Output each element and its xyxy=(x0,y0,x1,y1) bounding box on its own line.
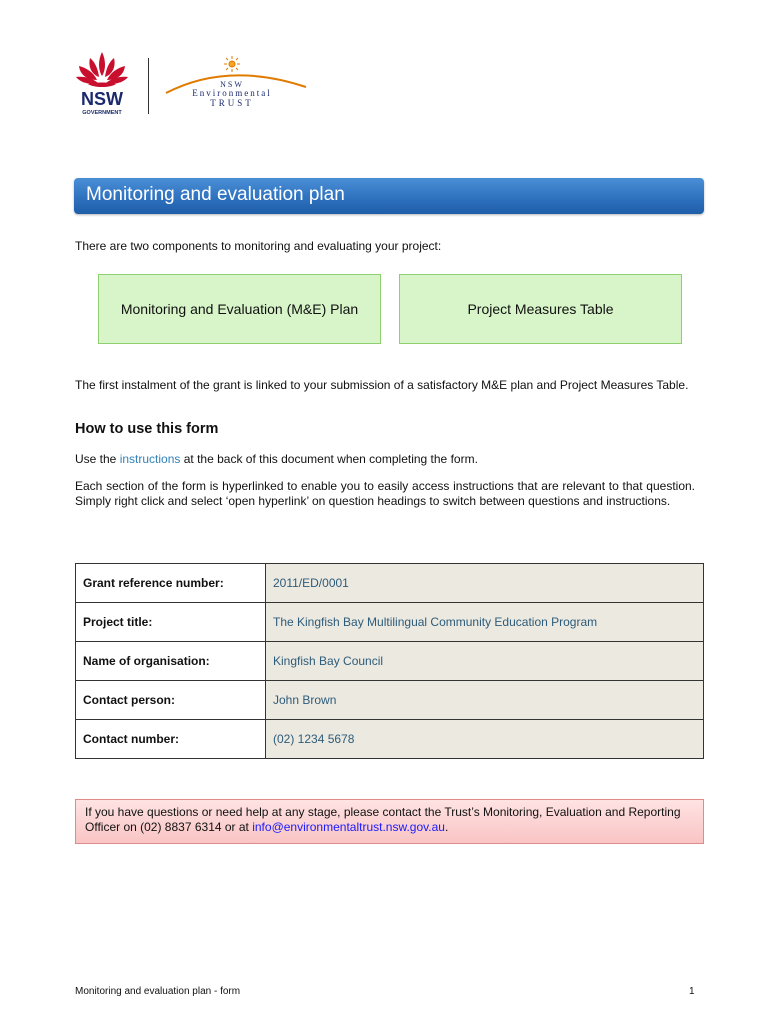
page-title-bar xyxy=(74,178,704,214)
table-row xyxy=(76,564,704,603)
each-section-text: Each section of the form is hyperlinked to enable you to easily access instructions that are relevant to that question. Simply right click and select ‘open hyperlink’ on question headings to switch between questions and instructions. xyxy=(75,479,695,508)
table-row xyxy=(76,603,704,642)
table-row xyxy=(76,681,704,720)
svg-text:Environmental: Environmental xyxy=(192,88,272,98)
use-instructions-text: Use the instructions at the back of this document when completing the form. xyxy=(75,452,478,466)
contact-number-field[interactable]: (02) 1234 5678 xyxy=(266,720,704,759)
project-details-table xyxy=(75,563,704,759)
field-label: Contact person: xyxy=(76,681,266,720)
footer-title: Monitoring and evaluation plan - form xyxy=(75,986,241,997)
field-label: Contact number: xyxy=(76,720,266,759)
svg-text:GOVERNMENT: GOVERNMENT xyxy=(82,110,122,116)
contact-person-field[interactable]: John Brown xyxy=(266,681,704,720)
grant-reference-field[interactable]: 2011/ED/0001 xyxy=(266,564,704,603)
instructions-link[interactable]: instructions xyxy=(119,452,181,466)
page-title: Monitoring and evaluation plan xyxy=(86,184,345,205)
logo-divider xyxy=(148,58,149,114)
environmental-trust-logo xyxy=(158,55,308,113)
nsw-government-logo xyxy=(72,50,132,120)
email-link[interactable]: info@environmentaltrust.nsw.gov.au xyxy=(252,820,445,834)
project-title-field[interactable]: The Kingfish Bay Multilingual Community Education Program xyxy=(266,603,704,642)
organisation-field[interactable]: Kingfish Bay Council xyxy=(266,642,704,681)
svg-text:TRUST: TRUST xyxy=(210,98,254,108)
svg-text:NSW: NSW xyxy=(220,80,244,89)
instalment-text: The first instalment of the grant is linked to your submission of a satisfactory M&E plan and Project Measures Table. xyxy=(75,378,689,392)
intro-text: There are two components to monitoring and evaluating your project: xyxy=(75,239,442,253)
how-to-heading: How to use this form xyxy=(75,421,219,437)
table-row xyxy=(76,642,704,681)
field-label: Grant reference number: xyxy=(76,564,266,603)
help-notice: If you have questions or need help at any stage, please contact the Trust’s Monitoring, Evaluation and Reporting Officer on (02) 8837 6314 or at info@environmentaltrust.nsw.gov.au. xyxy=(75,799,704,844)
component-me-plan[interactable]: Monitoring and Evaluation (M&E) Plan xyxy=(98,274,381,344)
svg-text:NSW: NSW xyxy=(81,89,123,109)
component-project-measures[interactable]: Project Measures Table xyxy=(399,274,682,344)
field-label: Project title: xyxy=(76,603,266,642)
page-number: 1 xyxy=(689,986,695,997)
table-row xyxy=(76,720,704,759)
field-label: Name of organisation: xyxy=(76,642,266,681)
